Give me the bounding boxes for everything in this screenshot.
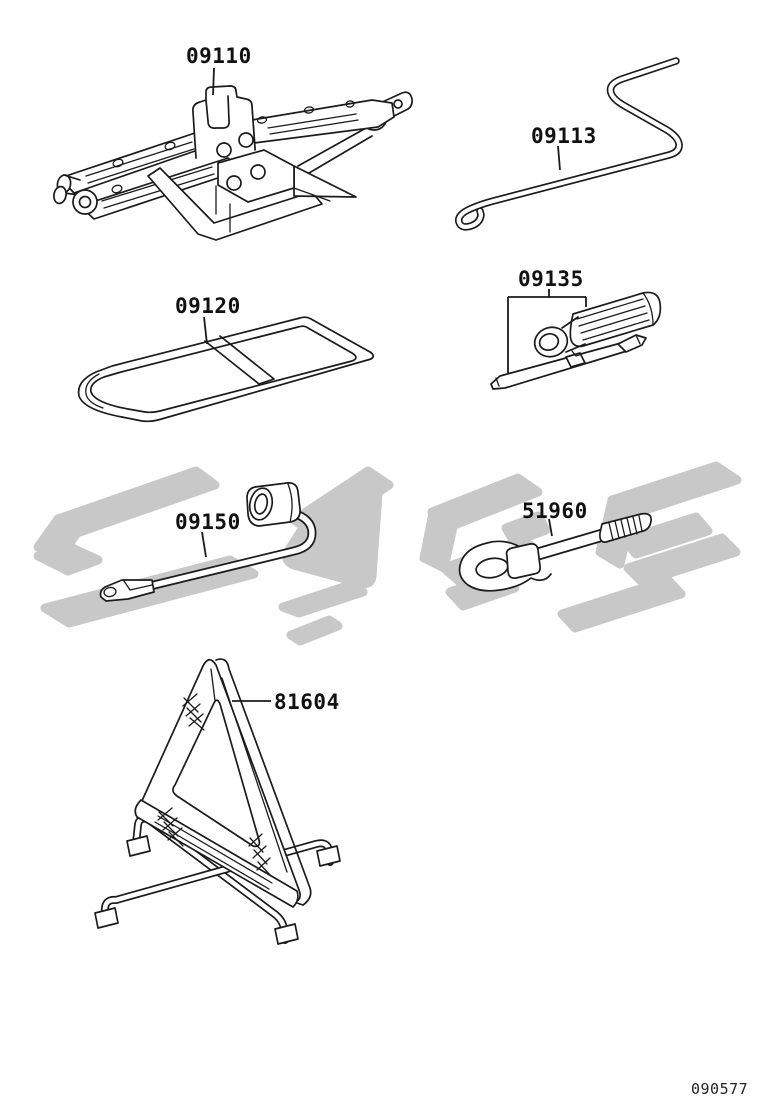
- leader-line-09120: [204, 317, 207, 344]
- scissor-jack-drawing: [53, 86, 413, 240]
- part-label-09113[interactable]: 09113: [531, 124, 597, 148]
- page-code: 090577: [691, 1080, 749, 1098]
- part-label-09120[interactable]: 09120: [175, 294, 241, 318]
- part-label-09150[interactable]: 09150: [175, 510, 241, 534]
- part-label-81604[interactable]: 81604: [274, 690, 340, 714]
- leader-line-09113: [558, 146, 560, 170]
- watermark-logo: [38, 466, 737, 641]
- part-label-09135[interactable]: 09135: [518, 267, 584, 291]
- part-label-51960[interactable]: 51960: [522, 499, 588, 523]
- leader-line-09110: [213, 68, 214, 95]
- tool-bag-drawing: [79, 317, 374, 421]
- screwdriver-drawing: [491, 292, 660, 389]
- part-label-09110[interactable]: 09110: [186, 44, 252, 68]
- leader-line-09150: [202, 532, 206, 557]
